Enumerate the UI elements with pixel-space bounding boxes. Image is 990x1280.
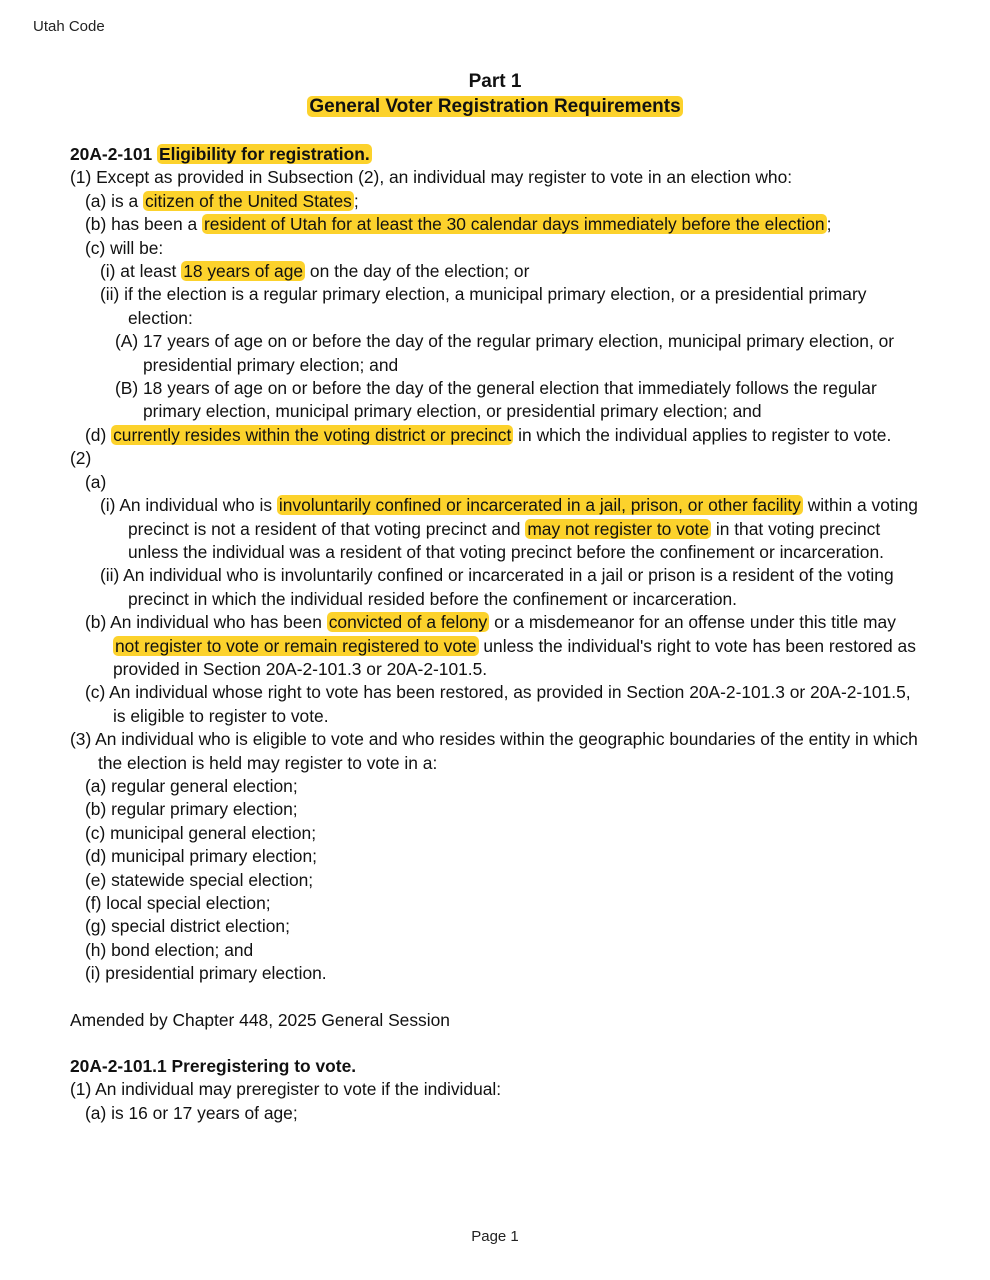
- clause-1c-i: [70, 260, 920, 283]
- clause-2a: (a): [85, 471, 107, 492]
- document-body: [70, 143, 920, 1125]
- subsection-3-list: [70, 775, 920, 986]
- part-heading: [0, 70, 990, 120]
- clause-1c-ii-A: (A) 17 years of age on or before the day of the regular primary election, municipal primary election, or presidential primary election; and: [115, 331, 895, 375]
- clause-2a-ii: (ii) An individual who is involuntarily confined or incarcerated in a jail or prison is a resident of the voting precinct in which the individual resided before the confinement or incarceration.: [100, 565, 894, 609]
- clause-1a: [70, 190, 920, 213]
- clause-1d: [70, 424, 920, 447]
- list-item: (a) regular general election;: [85, 775, 298, 796]
- section-title: Eligibility for registration.: [159, 144, 370, 164]
- clause-1b: [70, 213, 920, 236]
- page-number: Page 1: [471, 1228, 519, 1245]
- clause-2b-mid: or a misdemeanor for an offense under this title may: [489, 612, 896, 633]
- clause-2a-i-pre: (i) An individual who is: [100, 495, 277, 516]
- list-item: (g) special district election;: [85, 916, 290, 937]
- list-item: (e) statewide special election;: [85, 869, 314, 890]
- highlight-age: 18 years of age: [183, 261, 304, 282]
- clause-1b-pre: (b) has been a: [85, 214, 202, 235]
- highlight-confined: involuntarily confined or incarcerated in a jail, prison, or other facility: [278, 495, 801, 516]
- list-item: (f) local special election;: [85, 893, 271, 913]
- clause-1c-ii: (ii) if the election is a regular primary election, a municipal primary election, or a presidential primary election:: [100, 284, 867, 328]
- list-item: (i) presidential primary election.: [85, 963, 327, 984]
- running-header: Utah Code: [33, 18, 105, 35]
- section-number: 20A-2-101: [70, 144, 153, 164]
- subsection-1-intro: (1) Except as provided in Subsection (2), an individual may register to vote in an election who:: [70, 167, 793, 188]
- clause-1a-preregister: (a) is 16 or 17 years of age;: [85, 1102, 298, 1123]
- highlight-may-not-register: may not register to vote: [527, 518, 710, 539]
- clause-2a-i-mid: within a voting precinct is not a resident of that voting precinct and: [128, 495, 918, 539]
- subsection-1-preregister: (1) An individual may preregister to vote if the individual:: [70, 1079, 502, 1100]
- clause-1d-post: in which the individual applies to register to vote.: [513, 424, 892, 445]
- clause-1c-ii-B: (B) 18 years of age on or before the day of the general election that immediately follows the regular primary election, municipal primary election, or presidential primary election; and: [115, 378, 877, 422]
- clause-2b: [70, 611, 920, 681]
- clause-1c-i-post: on the day of the election; or: [305, 261, 530, 282]
- clause-2c: (c) An individual whose right to vote has been restored, as provided in Section 20A-2-101.3 or 20A-2-101.5, is eligible to register to vote.: [85, 682, 911, 726]
- list-item: (d) municipal primary election;: [85, 846, 317, 867]
- highlight-district: currently resides within the voting district or precinct: [113, 424, 512, 445]
- highlight-not-register: not register to vote or remain registered to vote: [115, 635, 477, 656]
- clause-1c-i-pre: (i) at least: [100, 261, 182, 282]
- highlight-resident: resident of Utah for at least the 30 calendar days immediately before the election: [203, 214, 825, 235]
- clause-1d-pre: (d): [85, 424, 112, 445]
- clause-2a-i: [70, 494, 920, 564]
- part-number: Part 1: [468, 71, 522, 92]
- clause-2b-post: unless the individual's right to vote has been restored as provided in Section 20A-2-101.3 or 20A-2-101.5.: [113, 635, 916, 679]
- list-item: (h) bond election; and: [85, 939, 254, 960]
- clause-1a-post: ;: [353, 190, 359, 211]
- clause-1a-pre: (a) is a: [85, 190, 143, 211]
- part-title: General Voter Registration Requirements: [309, 96, 681, 117]
- clause-1c: (c) will be:: [85, 237, 164, 258]
- section-heading-20a-2-101: [70, 143, 920, 166]
- subsection-2: (2): [70, 448, 92, 469]
- list-item: (c) municipal general election;: [85, 822, 317, 843]
- clause-2a-i-post: in that voting precinct unless the individual was a resident of that voting precinct before the confinement or incarceration.: [128, 518, 884, 562]
- clause-2b-pre: (b) An individual who has been: [85, 612, 327, 633]
- highlight-citizen: citizen of the United States: [144, 190, 352, 211]
- subsection-3: (3) An individual who is eligible to vote and who resides within the geographic boundaries of the entity in which the election is held may register to vote in a:: [70, 729, 918, 773]
- clause-1b-post: ;: [826, 214, 832, 235]
- amendment-note: Amended by Chapter 448, 2025 General Session: [70, 1009, 450, 1030]
- highlight-felony: convicted of a felony: [328, 612, 488, 633]
- list-item: (b) regular primary election;: [85, 799, 298, 820]
- section-heading-20a-2-101-1: 20A-2-101.1 Preregistering to vote.: [70, 1056, 357, 1077]
